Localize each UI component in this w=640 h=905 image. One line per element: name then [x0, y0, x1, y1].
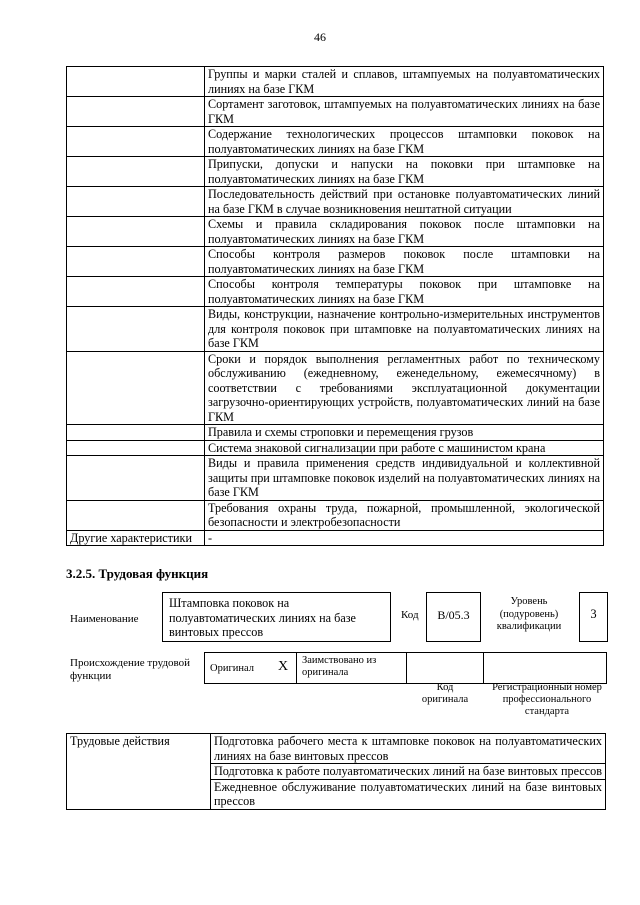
row-label	[67, 217, 205, 247]
row-text: Группы и марки сталей и сплавов, штампуемых на полуавтоматических линиях на базе ГКМ	[205, 67, 604, 97]
table-row	[67, 157, 604, 187]
row-label	[67, 351, 205, 425]
name-label: Наименование	[70, 613, 139, 625]
table-row	[67, 277, 604, 307]
row-label	[67, 187, 205, 217]
row-text: Сортамент заготовок, штампуемых на полуавтоматических линиях на базе ГКМ	[205, 97, 604, 127]
table-row	[67, 217, 604, 247]
row-text: Способы контроля размеров поковок после штамповки на полуавтоматических линиях на базе ГКМ	[205, 247, 604, 277]
table-row	[67, 97, 604, 127]
table-row	[67, 530, 604, 546]
row-label	[67, 247, 205, 277]
row-text: Система знаковой сигнализации при работе с машинистом крана	[205, 440, 604, 456]
code-value: B/05.3	[437, 608, 470, 622]
code-value-box	[426, 592, 481, 642]
original-mark: X	[278, 659, 289, 674]
table-row	[67, 187, 604, 217]
table-row	[67, 351, 604, 425]
code-label: Код	[401, 609, 419, 621]
row-text: Припуски, допуски и напуски на поковки при штамповке на полуавтоматических линиях на базе ГКМ	[205, 157, 604, 187]
divider	[483, 652, 484, 683]
table-row	[67, 425, 604, 441]
table-row	[67, 456, 604, 501]
table-row	[67, 734, 606, 764]
row-text: Виды, конструкции, назначение контрольно-измерительных инструментов для контроля поковок при штамповке на полуавтоматических линиях на базе ГКМ	[205, 307, 604, 352]
row-text: Последовательность действий при остановке полуавтоматических линий на базе ГКМ в случае возникновения нештатной ситуации	[205, 187, 604, 217]
page-number: 46	[314, 30, 326, 44]
table-row	[67, 440, 604, 456]
name-value-box	[162, 592, 391, 642]
row-label	[67, 440, 205, 456]
table-row	[67, 127, 604, 157]
actions-label: Трудовые действия	[67, 734, 211, 810]
row-text: Способы контроля температуры поковок при штамповке на полуавтоматических линиях на базе ГКМ	[205, 277, 604, 307]
row-label	[67, 157, 205, 187]
level-value-box	[579, 592, 608, 642]
row-text: Виды и правила применения средств индивидуальной и коллективной защиты при штамповке поковок изделий на полуавтоматических линиях на базе ГКМ	[205, 456, 604, 501]
row-label	[67, 456, 205, 501]
divider	[296, 652, 297, 683]
row-label	[67, 67, 205, 97]
row-text: Сроки и порядок выполнения регламентных работ по техническому обслуживанию (ежедневному, еженедельному, ежемесячному) в соответствии с требованиями эксплуатационной документации загрузочно-ориентирующих устройств, полуавтоматических линий на базе ГКМ	[205, 351, 604, 425]
row-label	[67, 307, 205, 352]
code-caption: Код оригинала	[421, 682, 469, 705]
table-row	[67, 247, 604, 277]
borrowed-label: Заимствовано из оригинала	[302, 655, 377, 678]
row-text: Правила и схемы строповки и перемещения грузов	[205, 425, 604, 441]
row-text: Требования охраны труда, пожарной, промышленной, экологической безопасности и электробезопасности	[205, 500, 604, 530]
level-value: 3	[590, 607, 597, 621]
table-row	[67, 500, 604, 530]
row-label	[67, 500, 205, 530]
table-row	[67, 67, 604, 97]
origin-label: Происхождение трудовой функции	[70, 657, 191, 682]
row-text: Схемы и правила складирования поковок после штамповки на полуавтоматических линиях на базе ГКМ	[205, 217, 604, 247]
row-label: Другие характеристики	[67, 530, 205, 546]
reg-caption: Регистрационный номер профессионального стандарта	[492, 682, 602, 717]
row-text: -	[205, 530, 604, 546]
level-label: Уровень (подуровень) квалификации	[496, 596, 562, 632]
row-text: Содержание технологических процессов штамповки поковок на полуавтоматических линиях на базе ГКМ	[205, 127, 604, 157]
original-label: Оригинал	[210, 663, 254, 674]
table-row	[67, 307, 604, 352]
knowledge-table	[66, 66, 604, 546]
action-item: Подготовка к работе полуавтоматических линий на базе винтовых прессов	[211, 764, 606, 780]
action-item: Подготовка рабочего места к штамповке поковок на полуавтоматических линиях на базе винтовых прессов	[211, 734, 606, 764]
divider	[406, 652, 407, 683]
row-label	[67, 425, 205, 441]
action-item: Ежедневное обслуживание полуавтоматических линий на базе винтовых прессов	[211, 779, 606, 809]
row-label	[67, 127, 205, 157]
row-label	[67, 277, 205, 307]
actions-table	[66, 733, 606, 810]
row-label	[67, 97, 205, 127]
name-value: Штамповка поковок на полуавтоматических линиях на базе винтовых прессов	[169, 596, 356, 639]
section-title: 3.2.5. Трудовая функция	[66, 566, 209, 581]
